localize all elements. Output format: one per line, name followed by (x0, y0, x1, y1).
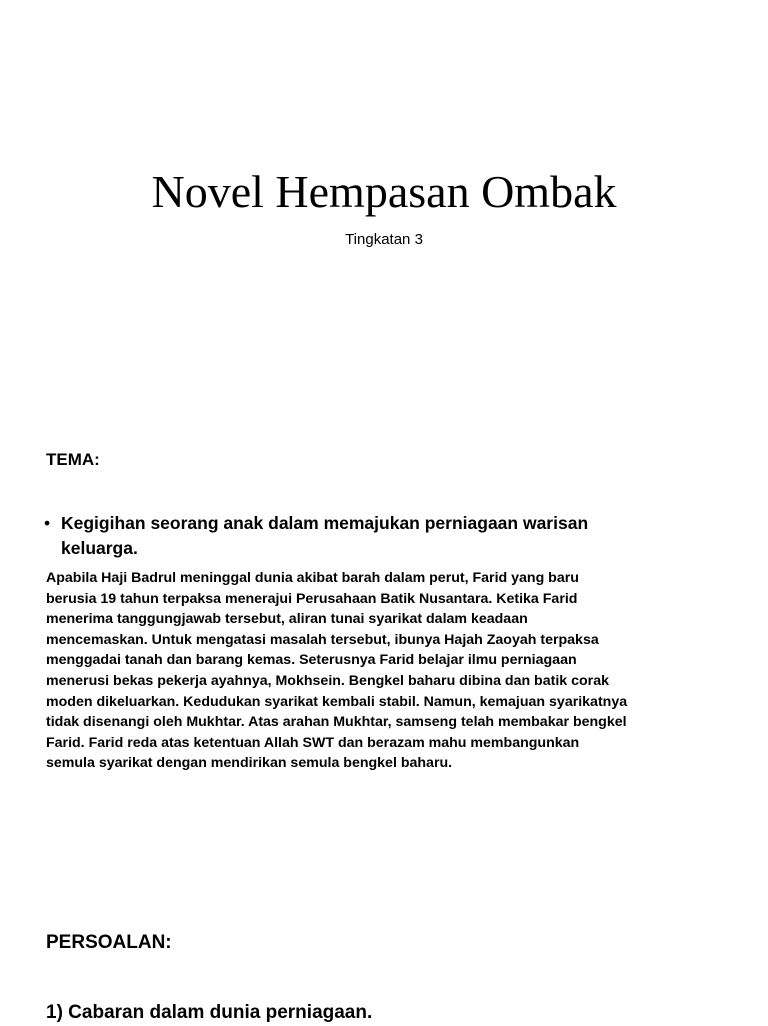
page-title: Novel Hempasan Ombak (151, 166, 617, 217)
bullet-icon: • (44, 513, 51, 533)
synopsis-paragraph: Apabila Haji Badrul meninggal dunia akibat barah dalam perut, Farid yang baru berusia 19 tahun terpaksa menerajui Perusahaan Batik Nusantara. Ketika Farid menerima tanggungjawab tersebut, aliran tunai syarikat dalam keadaan mencemaskan. Untuk mengatasi masalah tersebut, ibunya Hajah Zaoyah terpaksa menggadai tanah dan barang kemas. Seterusnya Farid belajar ilmu perniagaan menerusi bekas pekerja ayahnya, Mokhsein. Bengkel baharu dibina dan batik corak moden dikeluarkan. Kedudukan syarikat kembali stabil. Namun, kemajuan syarikatnya tidak disenangi oleh Mukhtar. Atas arahan Mukhtar, samseng telah membakar bengkel Farid. Farid reda atas ketentuan Allah SWT dan berazam mahu membangunkan semula syarikat dengan mendirikan semula bengkel baharu. (46, 570, 628, 772)
page-subtitle: Tingkatan 3 (345, 231, 423, 248)
tema-bullet-text: Kegigihan seorang anak dalam memajukan perniagaan warisan keluarga. (61, 513, 589, 558)
persoalan-heading: PERSOALAN: (46, 932, 172, 953)
tema-bullet-item (44, 511, 604, 561)
tema-heading: TEMA: (46, 450, 100, 469)
persoalan-item-1: 1) Cabaran dalam dunia perniagaan. (46, 1002, 373, 1023)
